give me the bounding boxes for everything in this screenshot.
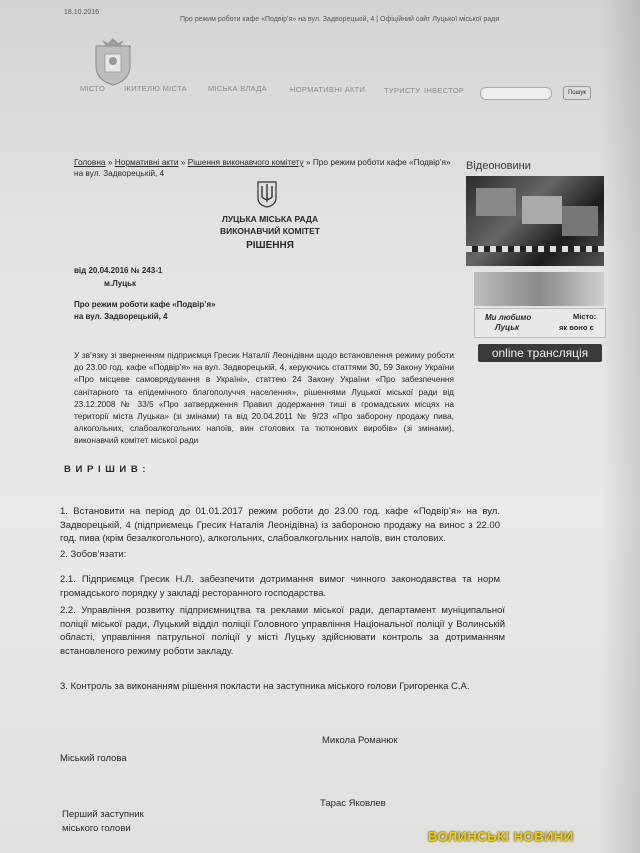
search-input[interactable] (480, 87, 552, 100)
document-city: м.Луцьк (104, 279, 137, 288)
document-type: РІШЕННЯ (246, 240, 294, 251)
video-news-thumbnail[interactable] (466, 176, 604, 266)
signature-2-title-line-2: міського голови (62, 823, 131, 834)
page-shadow (600, 0, 640, 853)
document-date-number: від 20.04.2016 № 243-1 (74, 266, 163, 275)
breadcrumb-separator: » (105, 157, 115, 167)
clause-1: 1. Встановити на період до 01.01.2017 режим роботи до 23.00 год. кафе «Подвір’я» на вул. Задворецькій, 4 (підприємець Гресик Наталія Леонідівна) із забороною продажу на винос з 22.00 год. пива (крім безалкогольного), алкогольних, слабоалкогольних напоїв, вин столових. (60, 506, 500, 544)
clause-2-2: 2.2. Управління розвитку підприємництва та реклами міської ради, департамент муніципальної поліції міської ради, Луцький відділ поліції Головного управління Національної поліції у Волинській області, управління патрульної поліції у місті Луцьку здійснювати контроль за дотриманням встановленого режиму роботи закладу. (60, 605, 505, 657)
banner-text-3: Місто: (573, 312, 597, 321)
breadcrumb-acts[interactable]: Нормативні акти (114, 157, 179, 167)
banner-we-love-lutsk[interactable] (474, 308, 606, 338)
video-news-title: Відеоновини (466, 160, 531, 172)
breadcrumb-decisions[interactable]: Рішення виконавчого комітету (187, 157, 304, 167)
signature-2-name: Тарас Яковлев (320, 798, 386, 809)
trident-emblem-icon (256, 180, 278, 208)
signature-2-title-line-1: Перший заступник (62, 809, 144, 820)
print-date: 18.10.2016 (64, 9, 100, 16)
print-title: Про режим роботи кафе «Подвір’я» на вул. Задворецькій, 4 | Офіційний сайт Луцької міської ради (180, 16, 500, 23)
nav-item-turystu[interactable]: ТУРИСТУ (384, 86, 421, 95)
clause-3: 3. Контроль за виконанням рішення покласти на заступника міського голови Григоренка С.А. (60, 681, 470, 692)
clause-2: 2. Зобов’язати: (60, 549, 127, 560)
subject-line-2: на вул. Задворецькій, 4 (74, 312, 168, 321)
signature-1-title: Міський голова (60, 753, 127, 764)
signature-1-name: Микола Романюк (322, 735, 398, 746)
banner-text-1: Ми любимо (485, 313, 532, 322)
nav-item-zhyteliu-mista[interactable]: ЖИТЕЛЮ МІСТА (124, 84, 187, 93)
breadcrumb-separator: » (178, 157, 188, 167)
breadcrumb-separator: » (303, 157, 313, 167)
committee-name: ВИКОНАВЧИЙ КОМІТЕТ (220, 226, 320, 236)
nav-item-investor[interactable]: ІНВЕСТОР (424, 86, 465, 95)
preamble-paragraph: У зв’язку зі зверненням підприємця Гресик Наталії Леонідівни щодо встановлення режиму роботи до 23.00 год. кафе «Подвір’я» на вул. Задворецькій, 4, керуючись статтями 30, 59 Закону України «Про місцеве самоврядування в Україні», статтею 24 Закону України «Про забезпечення санітарного та епідемічного благополуччя населення», рішеннями Луцької міської ради від 23.12.2008 № 33/5 «Про затвердження Правил додержання тиші в громадських місцях на території міста Луцька» (зі змінами) та від 20.04.2011 № 9/23 «Про заборону продажу пива, алкогольних, слабоалкогольних напоїв, вин столових та тютюнових виробів» (зі змінами), виконавчий комітет міської ради (74, 350, 454, 446)
council-name: ЛУЦЬКА МІСЬКА РАДА (221, 214, 319, 224)
nav-item-misto[interactable]: МІСТО (80, 84, 106, 93)
breadcrumb-current: Про режим роботи кафе «Подвір’я» на вул. Задворецькій, 4 (74, 157, 451, 178)
online-broadcast-button[interactable]: online трансляція (478, 344, 602, 362)
nav-item-normatyvni-akty[interactable]: НОРМАТИВНІ АКТИ (290, 85, 366, 94)
banner-text-2: Луцьк (495, 323, 520, 332)
search-button[interactable]: Пошук (563, 86, 591, 100)
subject-line-1: Про режим роботи кафе «Подвір’я» (74, 300, 216, 309)
resolved-heading: В И Р І Ш И В : (64, 464, 147, 475)
nav-item-miska-vlada[interactable]: МІСЬКА ВЛАДА (208, 84, 267, 93)
breadcrumb (74, 157, 454, 179)
breadcrumb-home[interactable]: Головна (74, 157, 106, 167)
clause-2-1: 2.1. Підприємця Гресик Н.Л. забезпечити дотримання вимог чинного законодавства та норм громадського порядку у закладі ресторанного господарства. (60, 574, 500, 599)
city-coat-of-arms-icon (90, 36, 136, 86)
banner-city-thumbnail[interactable] (474, 272, 604, 306)
banner-text-4: як воно є (559, 323, 594, 332)
news-watermark: ВОЛИНСЬКІ НОВИНИ (428, 829, 574, 844)
